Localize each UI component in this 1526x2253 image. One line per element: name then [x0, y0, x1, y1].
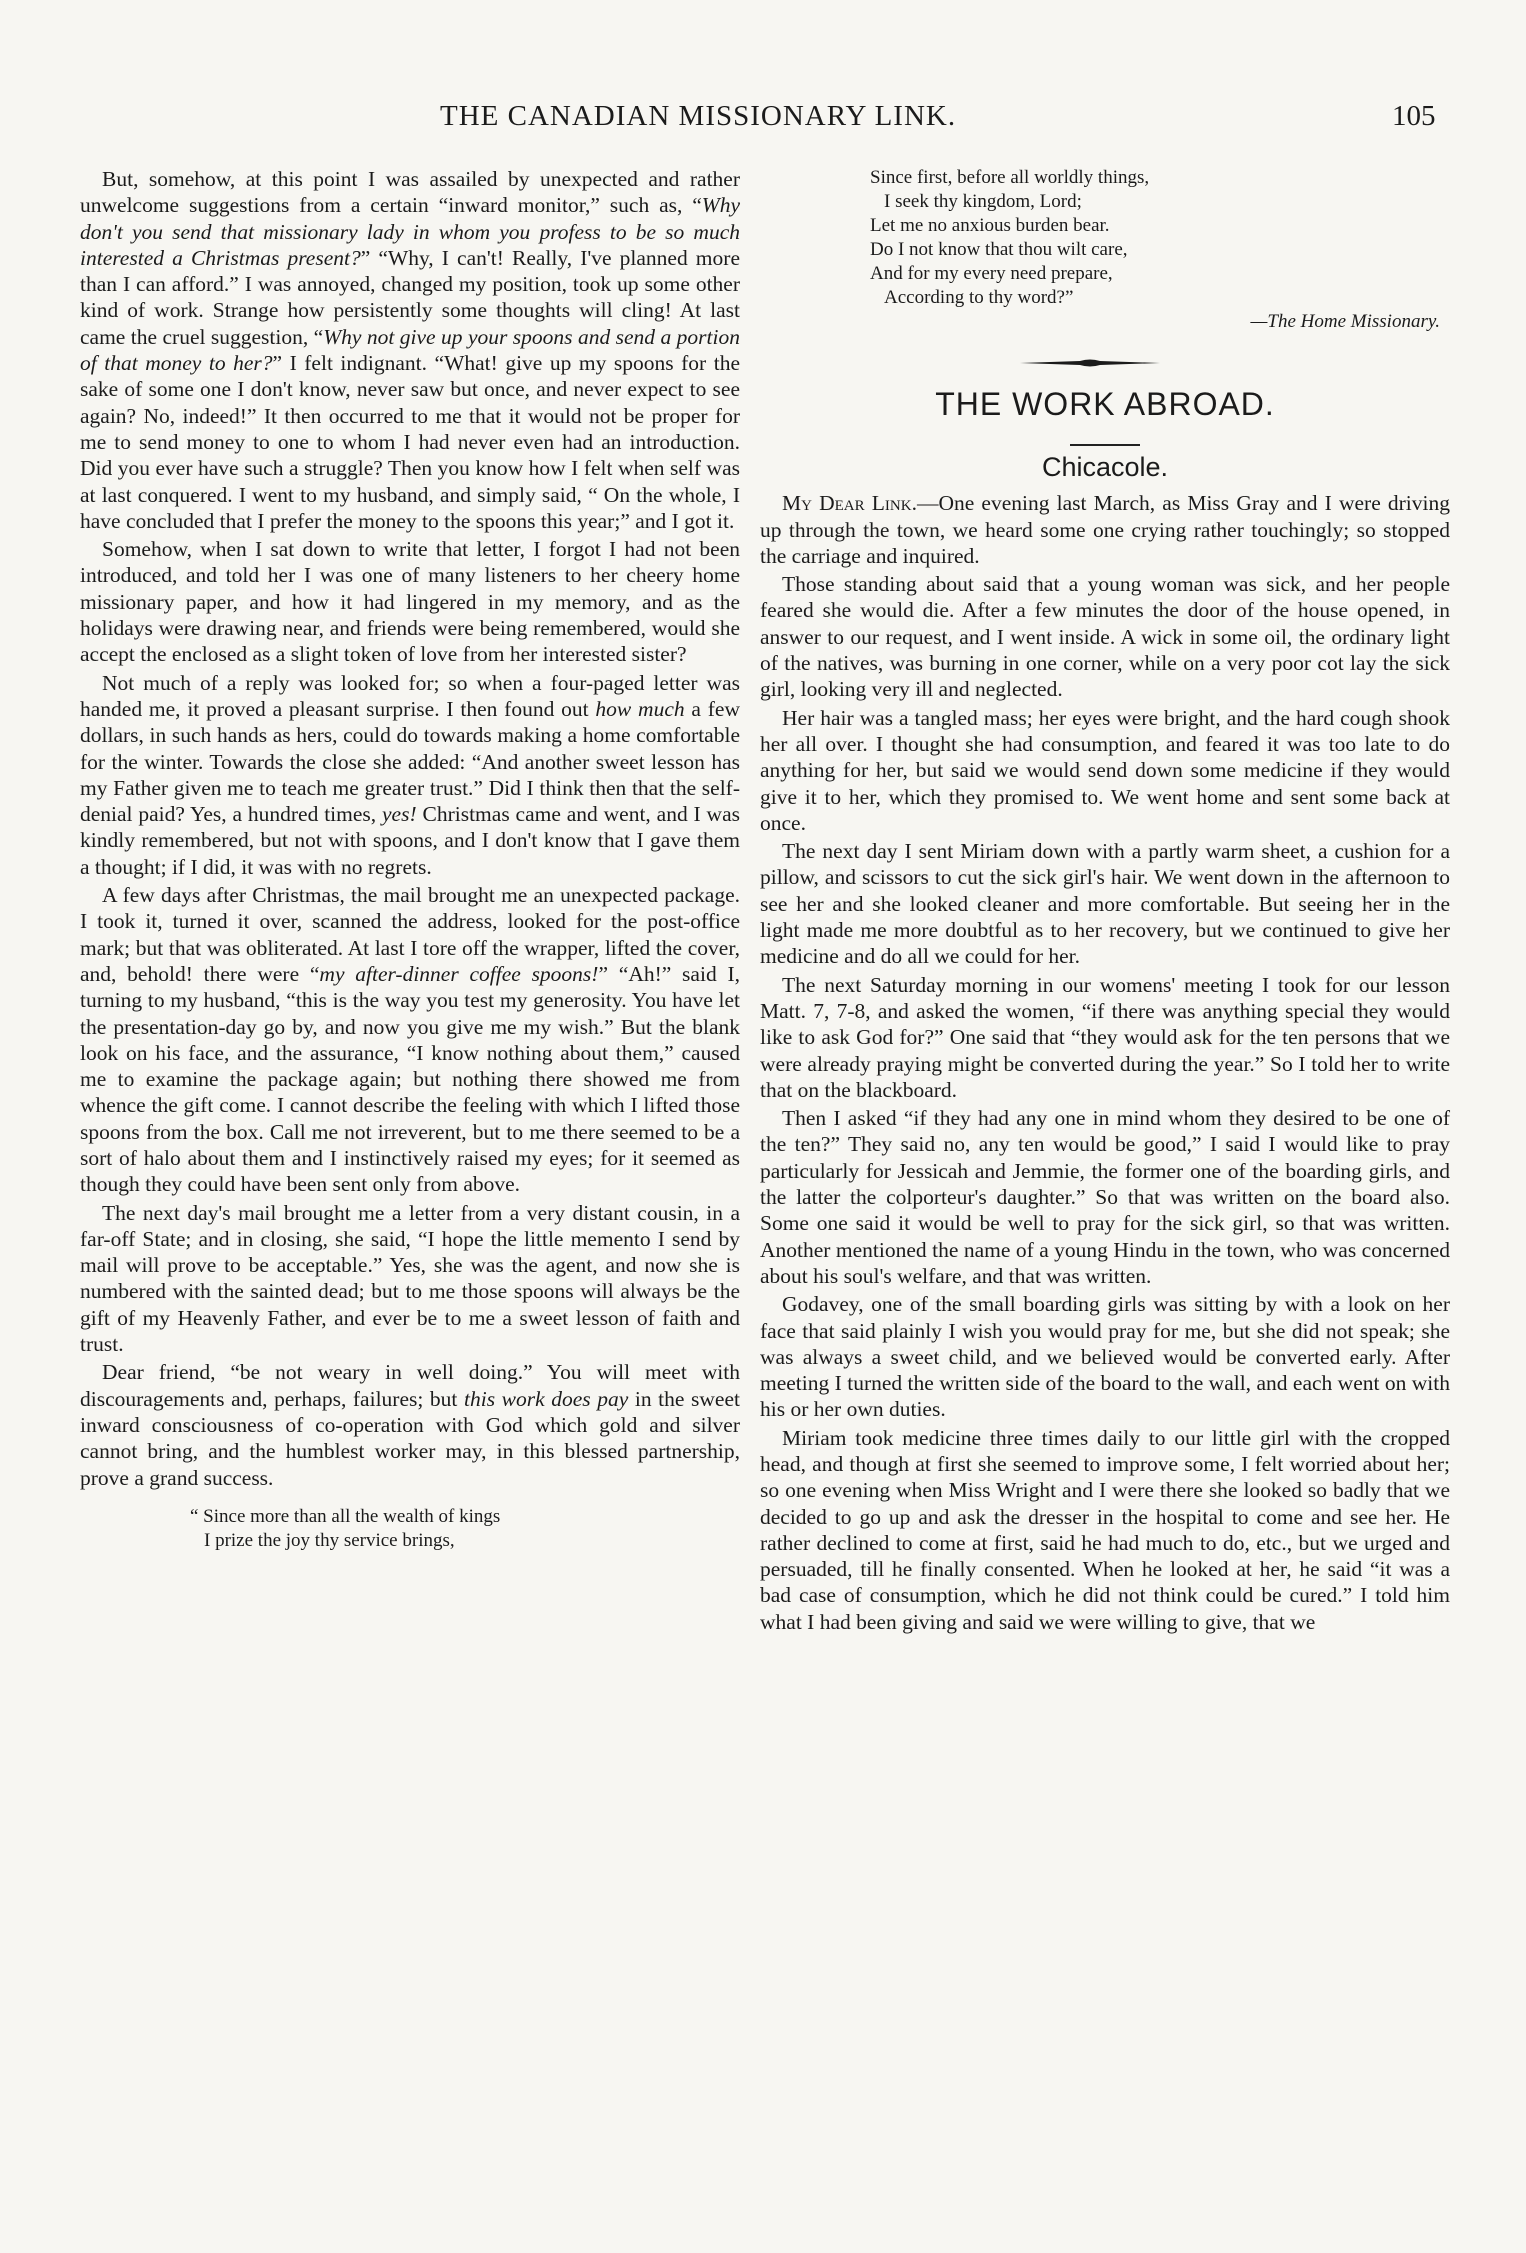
poem-line: Since first, before all worldly things, [870, 167, 1150, 188]
section-title: THE WORK ABROAD. [935, 386, 1275, 422]
paragraph: A few days after Christmas, the mail brought me an unexpected package. I took it, turned it over, scanned the address, looked for the post-office mark; but that was obliterated. At last I tore off the wrapper, lifted the cover, and, behold! there were “my after-dinner coffee spoons!” “Ah!” said I, turning to my husband, “this is the way you test my generosity. You have let the presentation-day go by, and now you give me my wish.” But the blank look on his face, and the assurance, “I know nothing about them,” caused me to examine the package again; but nothing there showed me from whence the gift come. I cannot describe the feeling with which I lifted those spoons from the box. Call me not irreverent, but to me there seemed to be a sort of halo about them and I instinctively raised my eyes; for it seemed as though they could have been sent only from above. [80, 883, 740, 1197]
poem-continuation [870, 166, 1450, 334]
poem-line: “ Since more than all the wealth of kings [190, 1505, 501, 1527]
paragraph: The next Saturday morning in our womens' meeting I took for our lesson Matt. 7, 7-8, and asked the women, “if there was anything special they would like to ask God for?” One said that “they would ask for the ten persons that we were already praying might be converted during the year.” So I told her to write that on the blackboard. [760, 972, 1450, 1102]
paragraph: Dear friend, “be not weary in well doing.” You will meet with discouragements and, perhaps, failures; but this work does pay in the sweet inward consciousness of co-operation with God which gold and silver cannot bring, and the humblest worker may, in this blessed partnership, prove a grand success. [80, 1360, 740, 1490]
poem-line: Do I not know that thou wilt care, [870, 239, 1128, 260]
page-header [0, 100, 1526, 140]
poem-line: I prize the joy thy service brings, [204, 1529, 455, 1551]
poem-line: According to thy word?” [884, 287, 1074, 308]
paragraph: Her hair was a tangled mass; her eyes were bright, and the hard cough shook her all over. I thought she had consumption, and feared it was too late to do anything for her, but said we would send down some medicine if they would give it to her, which they promised to. We went home and sent some back at once. [760, 705, 1450, 835]
left-column [80, 166, 740, 1553]
poem-line: And for my every need prepare, [870, 263, 1113, 284]
paragraph: But, somehow, at this point I was assailed by unexpected and rather unwelcome suggestions from a certain “inward monitor,” such as, “Why don't you send that missionary lady in whom you profess to be so much interested a Christmas present?” “Why, I can't! Really, I've planned more than I can afford.” I was annoyed, changed my position, took up some other kind of work. Strange how persistently some thoughts will cling! At last came the cruel suggestion, “Why not give up your spoons and send a portion of that money to her?” I felt indignant. “What! give up my spoons for the sake of some one I don't know, never saw but once, and never expect to see again? No, indeed!” It then occurred to me that it would not be proper for me to send money to one to whom I had never even had an introduction. Did you ever have such a struggle? Then you know how I felt when self was at last conquered. I went to my husband, and simply said, “ On the whole, I have concluded that I prefer the money to the spoons this year;” and I got it. [80, 167, 740, 533]
divider [1070, 444, 1140, 446]
paragraph: Those standing about said that a young woman was sick, and her people feared she would die. After a few minutes the door of the house opened, in answer to our request, and I went inside. A wick in some oil, the ordinary light of the natives, was burning in one corner, while on a very poor cot lay the sick girl, looking very ill and neglected. [760, 572, 1450, 702]
salutation: My Dear Link. [782, 491, 917, 516]
paragraph: My Dear Link.—One evening last March, as Miss Gray and I were driving up through the town, we heard some one crying rather touchingly; so stopped the carriage and inquired. [760, 491, 1450, 568]
page-number: 105 [1392, 100, 1436, 132]
paragraph: Somehow, when I sat down to write that letter, I forgot I had not been introduced, and told her I was one of many listeners to her cheery home missionary paper, and how it had lingered in my memory, and as the holidays were drawing near, and friends were being remembered, would she accept the enclosed as a slight token of love from her interested sister? [80, 537, 740, 667]
ornament-divider [1020, 358, 1160, 368]
right-column [760, 166, 1450, 1635]
poem-line: I seek thy kingdom, Lord; [884, 191, 1082, 212]
paragraph: The next day I sent Miriam down with a partly warm sheet, a cushion for a pillow, and scissors to cut the sick girl's hair. We went down in the afternoon to see her and she looked cleaner and more comfortable. But seeing her in the light made me more doubtful as to her recovery, but we continued to give her medicine and do all we could for her. [760, 839, 1450, 969]
poem-fragment [190, 1505, 740, 1553]
paragraph: Then I asked “if they had any one in mind whom they desired to be one of the ten?” They said no, any ten would be good,” I said I would like to pray particularly for Jessicah and Jemmie, the former one of the boarding girls, and the latter the colporteur's daughter.” So that was written on the board also. Some one said it would be well to pray for the sick girl, so that was written. Another mentioned the name of a young Hindu in the town, who was concerned about his soul's welfare, and that was written. [760, 1106, 1450, 1288]
paragraph: The next day's mail brought me a letter from a very distant cousin, in a far-off State; and in closing, she said, “I hope the little memento I send by mail will prove to be acceptable.” Yes, she was the agent, and now she is numbered with the sainted dead; but to me those spoons will always be the gift of my Heavenly Father, and ever be to me a sweet lesson of faith and trust. [80, 1200, 740, 1357]
paragraph: Miriam took medicine three times daily to our little girl with the cropped head, and though at first she seemed to improve some, I felt worried about her; so one evening when Miss Wright and I were there she looked so badly that we decided to go up and ask the dresser in the hospital to come and see her. He rather declined to come at first, said he had much to do, etc., but we urged and persuaded, till he finally consented. When he looked at her, he said “it was a bad case of consumption, which he did not think could be cured.” I told him what I had been giving and said we were willing to give, that we [760, 1425, 1450, 1634]
poem-attribution: —The Home Missionary. [1250, 311, 1440, 332]
running-title: THE CANADIAN MISSIONARY LINK. [440, 100, 957, 132]
paragraph: Not much of a reply was looked for; so when a four-paged letter was handed me, it proved a pleasant surprise. I then found out how much a few dollars, in such hands as hers, could do towards making a home comfortable for the winter. Towards the close she added: “And another sweet lesson has my Father given me to teach me greater trust.” Did I think then that the self-denial paid? Yes, a hundred times, yes! Christmas came and went, and I was kindly remembered, but not with spoons, and I don't know that I gave them a thought; if I did, it was with no regrets. [80, 670, 740, 879]
subsection-title: Chicacole. [1041, 452, 1169, 482]
paragraph: Godavey, one of the small boarding girls was sitting by with a look on her face that said plainly I wish you would pray for me, but she did not speak; she was always a sweet child, and we believed would be converted early. After meeting I turned the written side of the board to the wall, and each went on with his or her own duties. [760, 1292, 1450, 1422]
poem-line: Let me no anxious burden bear. [870, 215, 1110, 236]
